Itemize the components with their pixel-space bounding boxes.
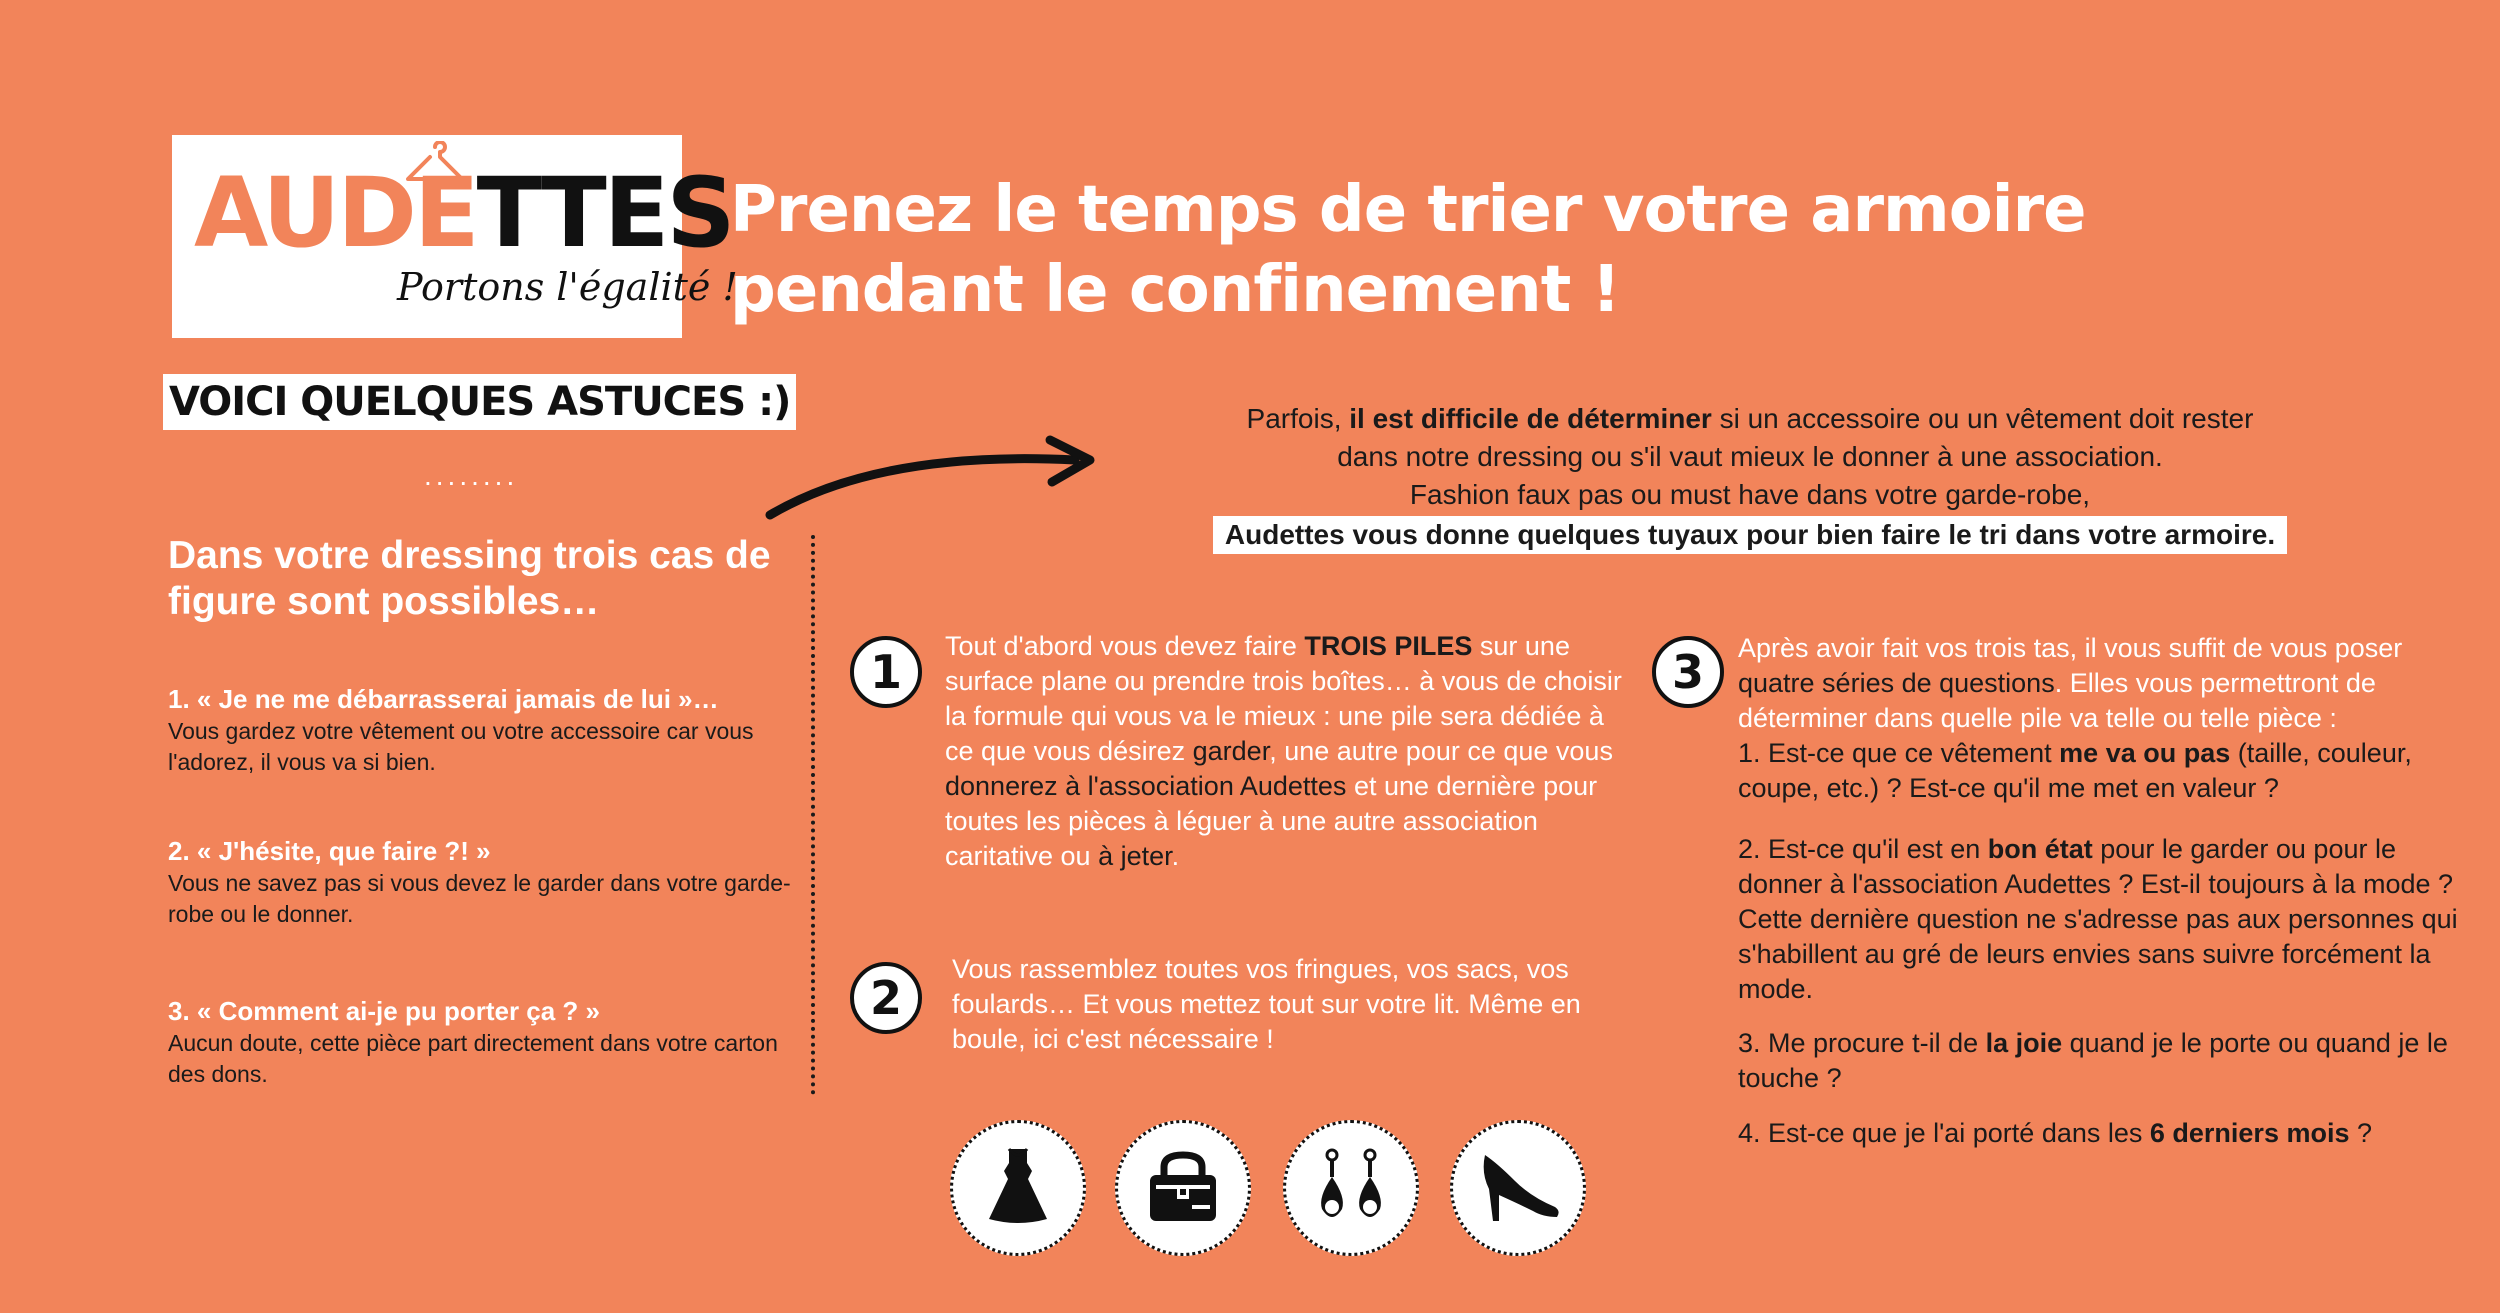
left-column-title: Dans votre dressing trois cas de figure sont possibles… xyxy=(168,534,771,623)
question-4 xyxy=(1738,1116,2458,1151)
step-2-text: Vous rassemblez toutes vos fringues, vos sacs, vos foulards… Et vous mettez tout sur votre lit. Même en boule, ici c'est nécessaire ! xyxy=(952,954,1581,1054)
question-2 xyxy=(1738,832,2458,1007)
case-item xyxy=(168,834,818,930)
logo-word-end: TTES xyxy=(476,157,733,269)
step-number-1: 1 xyxy=(850,636,922,708)
question-text: 3. Me procure t-il de xyxy=(1738,1028,1986,1058)
question-text: 4. Est-ce que je l'ai porté dans les xyxy=(1738,1118,2150,1148)
intro-text: Parfois, xyxy=(1246,403,1350,434)
case-item xyxy=(168,682,818,778)
headline-line-2: pendant le confinement ! xyxy=(730,253,1620,327)
step-text: . Elles vous permettront de déterminer dans quelle pile va telle ou telle pièce : xyxy=(1738,668,2376,733)
intro-paragraph xyxy=(1100,400,2400,554)
step-3-intro xyxy=(1738,631,2458,736)
step-number-2: 2 xyxy=(850,962,922,1034)
logo-tagline: Portons l'égalité ! xyxy=(397,265,738,309)
intro-text: si un accessoire ou un vêtement doit rester xyxy=(1711,403,2254,434)
intro-emphasis: il est difficile de déterminer xyxy=(1349,403,1712,434)
handbag-badge xyxy=(1115,1120,1251,1256)
question-3 xyxy=(1738,1026,2458,1096)
case-description: Vous ne savez pas si vous devez le garder dans votre garde-robe ou le donner. xyxy=(168,870,791,927)
question-emphasis: la joie xyxy=(1985,1028,2063,1058)
earrings-badge xyxy=(1283,1120,1419,1256)
step-text: . xyxy=(1171,841,1180,871)
case-title: 2. « J'hésite, que faire ?! » xyxy=(168,836,491,866)
case-title: 3. « Comment ai-je pu porter ça ? » xyxy=(168,996,600,1026)
question-text: 2. Est-ce qu'il est en xyxy=(1738,834,1988,864)
logo-word-e: E xyxy=(413,157,477,269)
intro-line-3: Fashion faux pas ou must have dans votre garde-robe, xyxy=(1409,479,2091,510)
question-emphasis: 6 derniers mois xyxy=(2149,1118,2350,1148)
dotted-divider xyxy=(811,535,815,1095)
handbag-icon xyxy=(1136,1141,1230,1235)
step-emphasis: donnerez à l'association Audettes xyxy=(945,771,1347,801)
case-item xyxy=(168,994,818,1090)
high-heel-badge xyxy=(1450,1120,1586,1256)
headline xyxy=(730,170,2230,330)
question-text: pour le garder ou pour le donner à l'association Audettes ? Est-il toujours à la mode ? Cette dernière question ne s'adresse pas aux personnes qui s'habillent au gré de leurs envies sans suivre forcément la mode. xyxy=(1738,834,2458,1004)
question-1 xyxy=(1738,736,2458,806)
intro-line-1 xyxy=(1100,400,2400,438)
step-number-3: 3 xyxy=(1652,636,1724,708)
dress-badge xyxy=(950,1120,1086,1256)
question-emphasis: bon état xyxy=(1987,834,2093,864)
intro-line-4-highlight: Audettes vous donne quelques tuyaux pour bien faire le tri dans votre armoire. xyxy=(1213,516,2287,554)
question-text: (taille, couleur, coupe, etc.) ? Est-ce qu'il me met en valeur ? xyxy=(1738,738,2412,803)
step-text: Après avoir fait vos trois tas, il vous suffit de vous poser xyxy=(1738,633,2403,663)
headline-line-1: Prenez le temps de trier votre armoire xyxy=(730,173,2086,247)
step-3-text xyxy=(1738,631,2458,1151)
intro-line-2: dans notre dressing ou s'il vaut mieux le donner à une association. xyxy=(1337,441,2163,472)
step-1-text xyxy=(945,629,1635,874)
case-title: 1. « Je ne me débarrasserai jamais de lui »… xyxy=(168,684,719,714)
question-text: quand je le porte ou quand je le touche ? xyxy=(1738,1028,2448,1093)
arrow-icon xyxy=(760,430,1100,540)
step-text: sur une surface plane ou prendre trois boîtes… à vous de choisir la formule qui vous va le mieux : une pile sera dédiée à ce que vous désirez xyxy=(945,631,1622,766)
logo-word-start: AUD xyxy=(194,157,414,269)
question-emphasis: me va ou pas xyxy=(2059,738,2231,768)
step-text: et une dernière pour toutes les pièces à léguer à une autre association caritative ou xyxy=(945,771,1598,871)
dotted-separator: ........ xyxy=(424,460,519,491)
step-emphasis: garder xyxy=(1192,736,1270,766)
audettes-logo xyxy=(172,135,738,338)
high-heel-icon xyxy=(1471,1141,1565,1235)
dress-icon xyxy=(971,1141,1065,1235)
earrings-icon xyxy=(1304,1141,1398,1235)
question-text: 1. Est-ce que ce vêtement xyxy=(1738,738,2060,768)
case-description: Aucun doute, cette pièce part directement dans votre carton des dons. xyxy=(168,1030,778,1087)
question-text: ? xyxy=(2349,1118,2373,1148)
step-emphasis: TROIS PILES xyxy=(1304,631,1473,661)
step-emphasis: quatre séries de questions xyxy=(1738,668,2055,698)
step-emphasis: à jeter xyxy=(1098,841,1172,871)
step-text: Tout d'abord vous devez faire xyxy=(945,631,1305,661)
logo-wordmark xyxy=(194,157,733,269)
astuces-label: VOICI QUELQUES ASTUCES :) xyxy=(163,374,796,430)
case-description: Vous gardez votre vêtement ou votre accessoire car vous l'adorez, il vous va si bien. xyxy=(168,718,754,775)
step-text: , une autre pour ce que vous xyxy=(1269,736,1613,766)
